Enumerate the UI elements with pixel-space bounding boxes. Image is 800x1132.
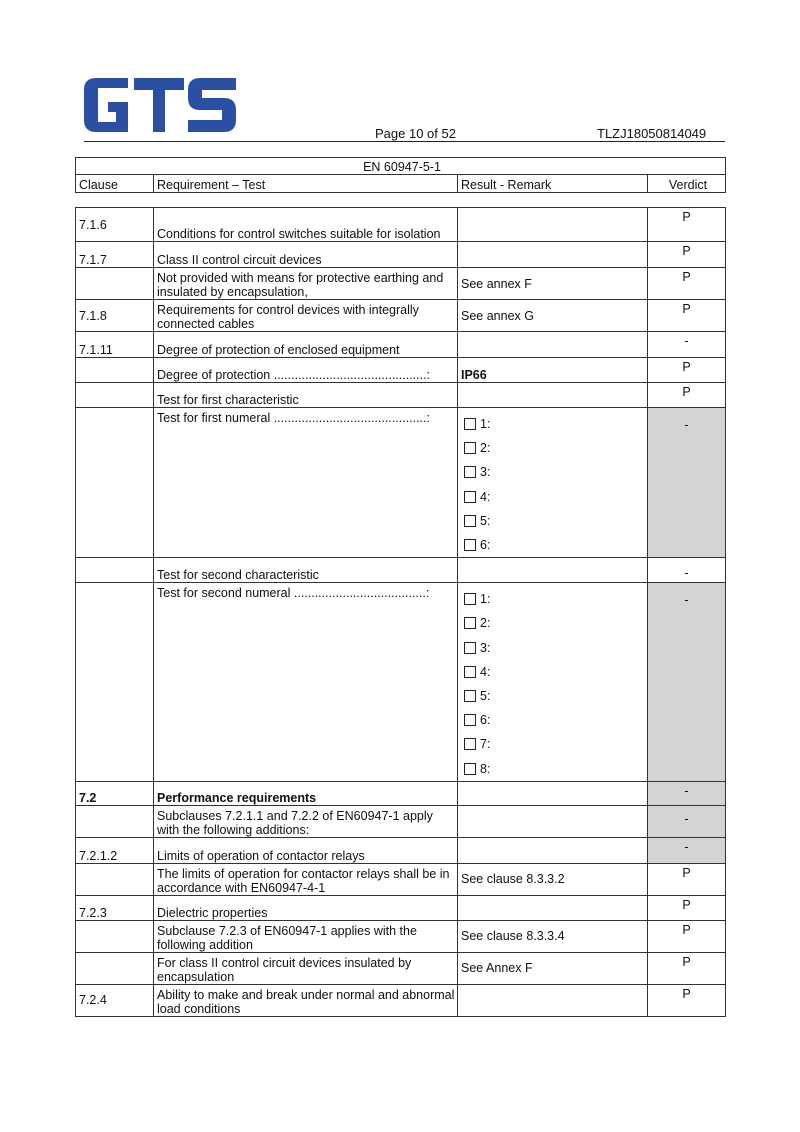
table-row [76,268,726,300]
verdict-cell: P [648,952,726,984]
requirement-cell: Test for first characteristic [154,383,458,408]
result-cell: See annex F [458,268,648,300]
clause-cell [76,952,154,984]
requirement-cell: Limits of operation of contactor relays [154,837,458,863]
checkbox-option[interactable]: 2: [461,611,647,635]
result-cell [458,208,648,242]
result-header: Result - Remark [458,175,648,193]
table-row [76,332,726,358]
requirements-table [75,207,726,1017]
header-rule [84,141,725,142]
verdict-cell: - [648,332,726,358]
requirement-header: Requirement – Test [154,175,458,193]
result-cell: See Annex F [458,952,648,984]
gts-logo [84,78,236,132]
table-row [76,358,726,383]
clause-cell [76,805,154,837]
result-cell: See annex G [458,300,648,332]
verdict-cell: P [648,358,726,383]
verdict-cell: P [648,242,726,268]
clause-cell [76,358,154,383]
table-row [76,383,726,408]
checkbox[interactable] [464,642,476,654]
checkbox-option[interactable]: 5: [461,509,647,533]
result-cell: IP66 [458,358,648,383]
requirement-cell: Subclause 7.2.3 of EN60947-1 applies with the following addition [154,920,458,952]
checkbox[interactable] [464,690,476,702]
clause-cell: 7.2.3 [76,895,154,920]
checkbox-option[interactable]: 8: [461,756,647,780]
requirement-cell: Test for second numeral ......................................: [154,583,458,782]
checkbox[interactable] [464,442,476,454]
clause-cell [76,863,154,895]
result-cell [458,805,648,837]
clause-cell [76,583,154,782]
requirement-cell: Test for second characteristic [154,558,458,583]
column-header-table [75,157,726,193]
table-row [76,805,726,837]
result-cell: See clause 8.3.3.2 [458,863,648,895]
clause-header: Clause [76,175,154,193]
verdict-cell: P [648,300,726,332]
requirement-cell: Test for first numeral ............................................: [154,408,458,558]
clause-cell: 7.1.6 [76,208,154,242]
verdict-cell: P [648,984,726,1016]
verdict-cell: P [648,920,726,952]
clause-cell [76,920,154,952]
checkbox[interactable] [464,763,476,775]
checkbox-option[interactable]: 3: [461,460,647,484]
checkbox[interactable] [464,593,476,605]
result-cell [458,984,648,1016]
table-row [76,920,726,952]
requirement-cell: Degree of protection ............................................: [154,358,458,383]
clause-cell: 7.2.4 [76,984,154,1016]
verdict-cell: - [648,583,726,782]
requirement-cell: Not provided with means for protective earthing and insulated by encapsulation, [154,268,458,300]
table-row [76,863,726,895]
checkbox-option[interactable]: 6: [461,533,647,557]
page-number: Page 10 of 52 [375,126,456,141]
result-cell [458,837,648,863]
requirement-cell: Performance requirements [154,781,458,805]
clause-cell: 7.1.8 [76,300,154,332]
table-row [76,408,726,558]
checkbox-option[interactable]: 1: [461,412,647,436]
verdict-cell: - [648,837,726,863]
clause-cell: 7.2 [76,781,154,805]
requirement-cell: Class II control circuit devices [154,242,458,268]
verdict-cell: - [648,781,726,805]
requirement-cell: Requirements for control devices with integrally connected cables [154,300,458,332]
verdict-cell: P [648,895,726,920]
checkbox-list [458,408,648,558]
table-row [76,984,726,1016]
checkbox-list [458,583,648,782]
checkbox-option[interactable]: 5: [461,684,647,708]
checkbox-option[interactable]: 1: [461,587,647,611]
requirement-cell: For class II control circuit devices insulated by encapsulation [154,952,458,984]
clause-cell: 7.2.1.2 [76,837,154,863]
result-cell [458,895,648,920]
verdict-header: Verdict [648,175,726,193]
requirement-cell: Conditions for control switches suitable for isolation [154,208,458,242]
table-row [76,952,726,984]
table-row [76,837,726,863]
checkbox[interactable] [464,515,476,527]
table-row [76,208,726,242]
verdict-cell: - [648,408,726,558]
checkbox[interactable] [464,714,476,726]
verdict-cell: P [648,268,726,300]
checkbox[interactable] [464,491,476,503]
checkbox-option[interactable]: 3: [461,636,647,660]
clause-cell [76,558,154,583]
result-cell [458,558,648,583]
clause-cell [76,268,154,300]
verdict-cell: P [648,383,726,408]
checkbox[interactable] [464,738,476,750]
table-row [76,558,726,583]
table-row [76,781,726,805]
result-cell: See clause 8.3.3.4 [458,920,648,952]
checkbox[interactable] [464,617,476,629]
checkbox[interactable] [464,539,476,551]
verdict-cell: P [648,863,726,895]
result-cell [458,242,648,268]
table-row [76,583,726,782]
checkbox-option[interactable]: 2: [461,436,647,460]
requirement-cell: Dielectric properties [154,895,458,920]
table-row [76,242,726,268]
clause-cell: 7.1.7 [76,242,154,268]
checkbox[interactable] [464,418,476,430]
checkbox-option[interactable]: 4: [461,485,647,509]
table-row [76,895,726,920]
verdict-cell: P [648,208,726,242]
standard-title: EN 60947-5-1 [76,158,726,175]
checkbox-option[interactable]: 6: [461,708,647,732]
clause-cell [76,383,154,408]
requirement-cell: The limits of operation for contactor relays shall be in accordance with EN60947-4-1 [154,863,458,895]
result-cell [458,332,648,358]
checkbox-option[interactable]: 4: [461,660,647,684]
requirement-cell: Degree of protection of enclosed equipment [154,332,458,358]
clause-cell: 7.1.11 [76,332,154,358]
table-row [76,300,726,332]
result-cell [458,383,648,408]
checkbox-option[interactable]: 7: [461,732,647,756]
checkbox[interactable] [464,666,476,678]
requirement-cell: Subclauses 7.2.1.1 and 7.2.2 of EN60947-1 apply with the following additions: [154,805,458,837]
checkbox[interactable] [464,466,476,478]
verdict-cell: - [648,558,726,583]
report-number: TLZJ18050814049 [597,126,707,141]
clause-cell [76,408,154,558]
requirement-cell: Ability to make and break under normal and abnormal load conditions [154,984,458,1016]
result-cell [458,781,648,805]
verdict-cell: - [648,805,726,837]
